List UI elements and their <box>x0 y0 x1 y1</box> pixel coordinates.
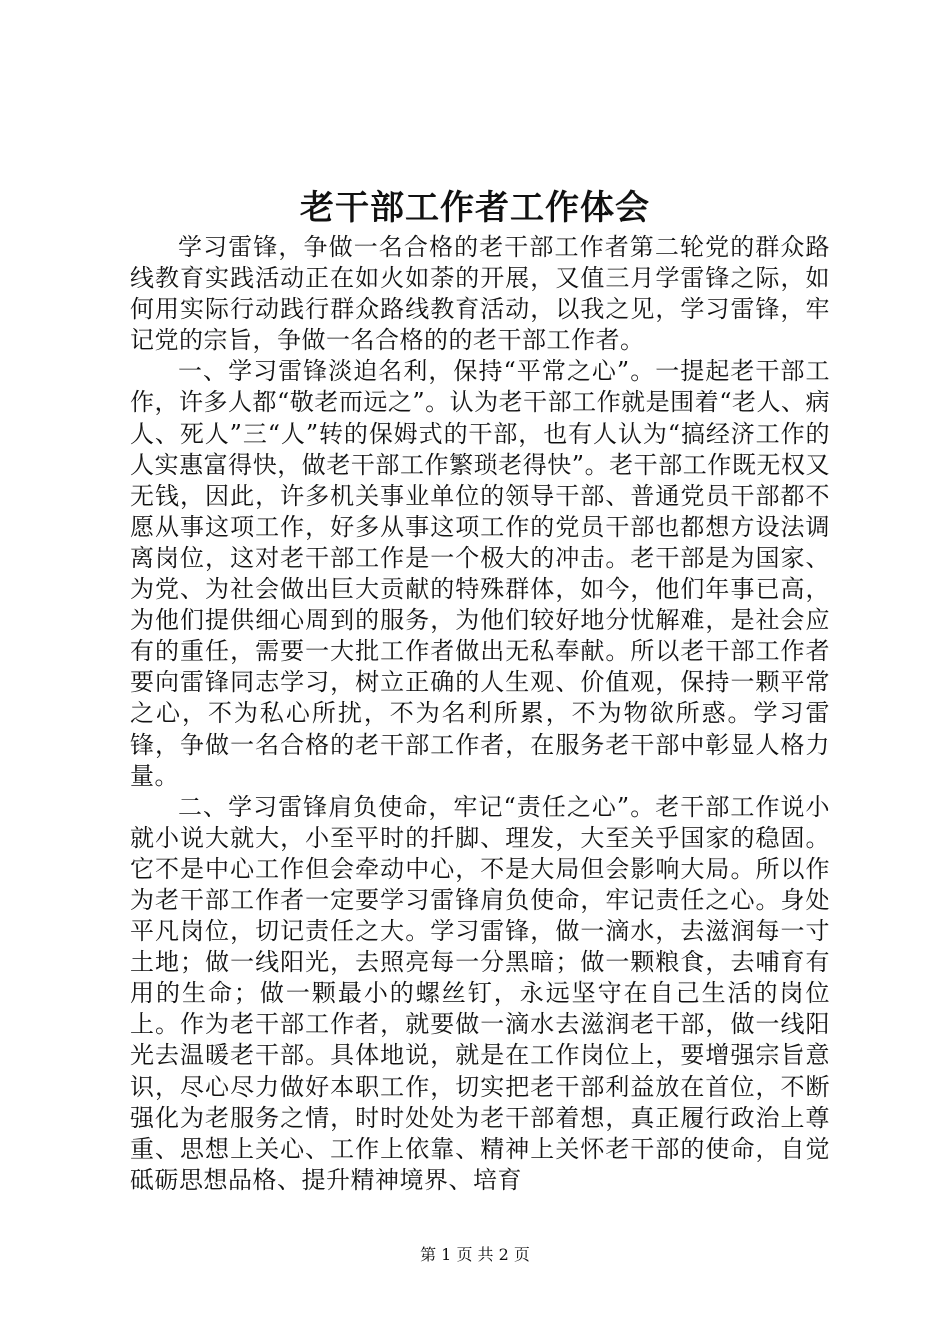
document-body <box>130 232 830 1196</box>
document-title: 老干部工作者工作体会 <box>300 188 650 228</box>
page-number-footer: 第 1 页 共 2 页 <box>420 1245 530 1264</box>
paragraph-section-one: 一、学习雷锋淡迫名利，保持“平常之心”。一提起老干部工作，许多人都“敬老而远之”。认为老干部工作就是围着“老人、病人、死人”三“人”转的保姆式的干部，也有人认为“搞经济工作的人实惠富得快，做老干部工作繁琐老得快”。老干部工作既无权又无钱，因此，许多机关事业单位的领导干部、普通党员干部都不愿从事这项工作，好多从事这项工作的党员干部也都想方设法调离岗位，这对老干部工作是一个极大的冲击。老干部是为国家、为党、为社会做出巨大贡献的特殊群体，如今，他们年事已高，为他们提供细心周到的服务，为他们较好地分忧解难，是社会应有的重任，需要一大批工作者做出无私奉献。所以老干部工作者要向雷锋同志学习，树立正确的人生观、价值观，保持一颗平常之心，不为私心所扰，不为名利所累，不为物欲所惑。学习雷锋，争做一名合格的老干部工作者，在服务老干部中彰显人格力量。 <box>130 357 830 790</box>
paragraph-section-two: 二、学习雷锋肩负使命，牢记“责任之心”。老干部工作说小就小说大就大，小至平时的扦脚、理发，大至关乎国家的稳固。它不是中心工作但会牵动中心，不是大局但会影响大局。所以作为老干部工作者一定要学习雷锋肩负使命，牢记责任之心。身处平凡岗位，切记责任之大。学习雷锋，做一滴水，去滋润每一寸土地；做一线阳光，去照亮每一分黑暗；做一颗粮食，去哺育有用的生命；做一颗最小的螺丝钉，永远坚守在自己生活的岗位上。作为老干部工作者，就要做一滴水去滋润老干部，做一线阳光去温暖老干部。具体地说，就是在工作岗位上，要增强宗旨意识，尽心尽力做好本职工作，切实把老干部利益放在首位，不断强化为老服务之情，时时处处为老干部着想，真正履行政治上尊重、思想上关心、工作上依靠、精神上关怀老干部的使命，自觉砥砺思想品格、提升精神境界、培育 <box>130 792 830 1194</box>
paragraph-intro: 学习雷锋，争做一名合格的老干部工作者第二轮党的群众路线教育实践活动正在如火如荼的开展，又值三月学雷锋之际，如何用实际行动践行群众路线教育活动，以我之见，学习雷锋，牢记党的宗旨，争做一名合格的的老干部工作者。 <box>130 233 830 355</box>
